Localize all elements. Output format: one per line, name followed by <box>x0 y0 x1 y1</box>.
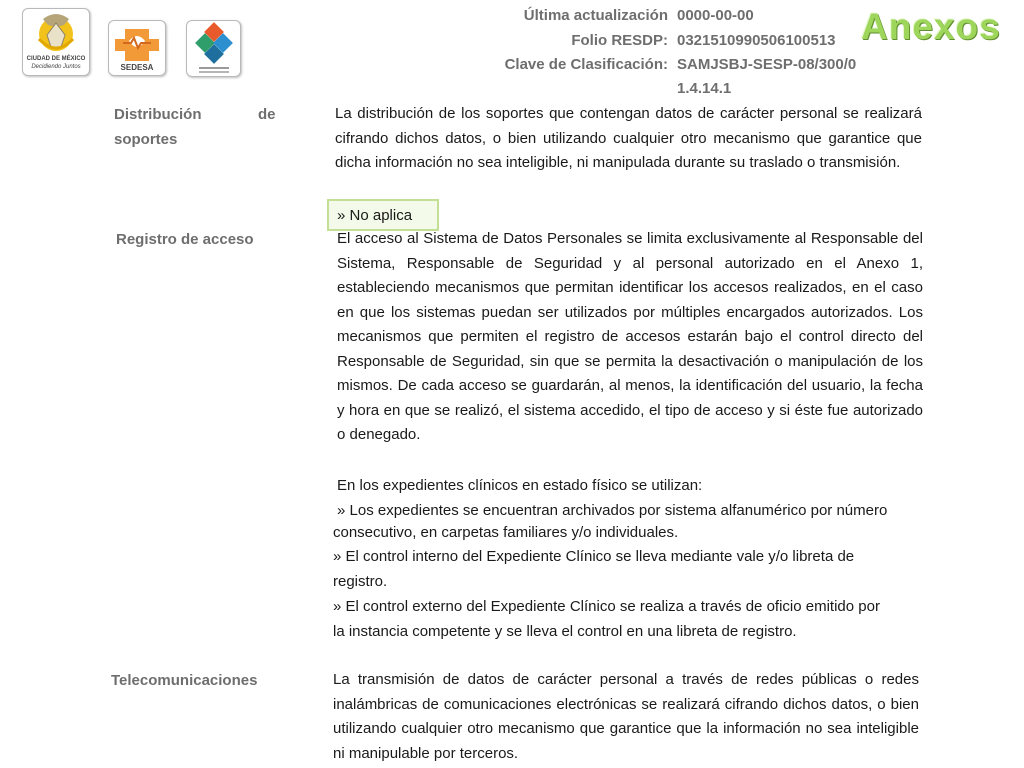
logo-small-caption <box>199 67 229 69</box>
sedesa-logo-text: SEDESA <box>120 63 154 72</box>
folio-value: 0321510990506100513 <box>677 32 836 49</box>
cdmx-logo <box>22 8 90 76</box>
bullet-1-line1: » Los expedientes se encuentran archivados por sistema alfanumérico por número <box>337 502 888 519</box>
telecomunicaciones-label: Telecomunicaciones <box>111 672 258 689</box>
distribucion-label-word2: de <box>258 106 276 123</box>
bullet-3-line2: la instancia competente y se lleva el control en una libreta de registro. <box>333 623 797 640</box>
clave-clasificacion-value: SAMJSBJ-SESP-08/300/0 <box>677 56 857 73</box>
sedesa-logo <box>108 20 166 76</box>
distribucion-label-word1: Distribución <box>114 106 202 123</box>
cdmx-emblem-icon <box>23 9 89 59</box>
folio-label: Folio RESDP: <box>571 32 668 49</box>
distribucion-label-line2: soportes <box>114 131 178 148</box>
bullet-3-line1: » El control externo del Expediente Clínico se realiza a través de oficio emitido por <box>333 598 880 615</box>
telecomunicaciones-text: La transmisión de datos de carácter personal a través de redes públicas o redes inalámbricas de comunicaciones electrónicas se realizará cifrando dichos datos, o bien utilizando cualquier otro mecanismo que garantice que la información no sea inteligible ni manipulable por terceros. <box>333 671 919 762</box>
registro-acceso-label: Registro de acceso <box>116 231 254 248</box>
health-services-diamond-icon <box>187 21 240 66</box>
servicios-salud-logo <box>186 20 241 77</box>
distribucion-text: La distribución de los soportes que contengan datos de carácter personal se realizará cifrando dichos datos, o bien utilizando cualquier otro mecanismo que garantice que dicha información no sea inteligible, ni manipulada durante su traslado o transmisión. <box>335 105 922 171</box>
cdmx-logo-tagline: Decidiendo Juntos <box>31 64 81 70</box>
clave-clasificacion-label: Clave de Clasificación: <box>504 56 668 73</box>
sedesa-heart-icon <box>109 21 165 61</box>
bullet-1-line2: consecutivo, en carpetas familiares y/o individuales. <box>333 524 679 541</box>
bullet-2-line1: » El control interno del Expediente Clínico se lleva mediante vale y/o libreta de <box>333 548 855 565</box>
expedientes-intro: En los expedientes clínicos en estado físico se utilizan: <box>337 477 703 494</box>
ultima-actualizacion-value: 0000-00-00 <box>677 7 754 24</box>
ultima-actualizacion-label: Última actualización <box>523 7 668 24</box>
bullet-2-line2: registro. <box>333 573 388 590</box>
no-aplica-text: » No aplica <box>337 207 413 224</box>
clave-clasificacion-continuation: 1.4.14.1 <box>677 80 732 97</box>
registro-acceso-text: El acceso al Sistema de Datos Personales se limita exclusivamente al Responsable del Sistema, Responsable de Seguridad y al personal autorizado en el Anexo 1, estableciendo mecanismos que permitan identificar los accesos realizados, en el caso en que los sistemas puedan ser utilizados por múltiples encargados autorizados. Los mecanismos que permiten el registro de accesos estarán bajo el control directo del Responsable de Seguridad, sin que se permita la desactivación o manipulación de los mismos. De cada acceso se guardarán, al menos, la identificación del usuario, la fecha y hora en que se realizó, el sistema accedido, el tipo de acceso y si éste fue autorizado o denegado. <box>337 230 923 443</box>
anexos-title: Anexos <box>861 6 1001 47</box>
logo-small-caption <box>199 71 229 73</box>
cdmx-logo-text: CIUDAD DE MÉXICO <box>26 56 86 62</box>
